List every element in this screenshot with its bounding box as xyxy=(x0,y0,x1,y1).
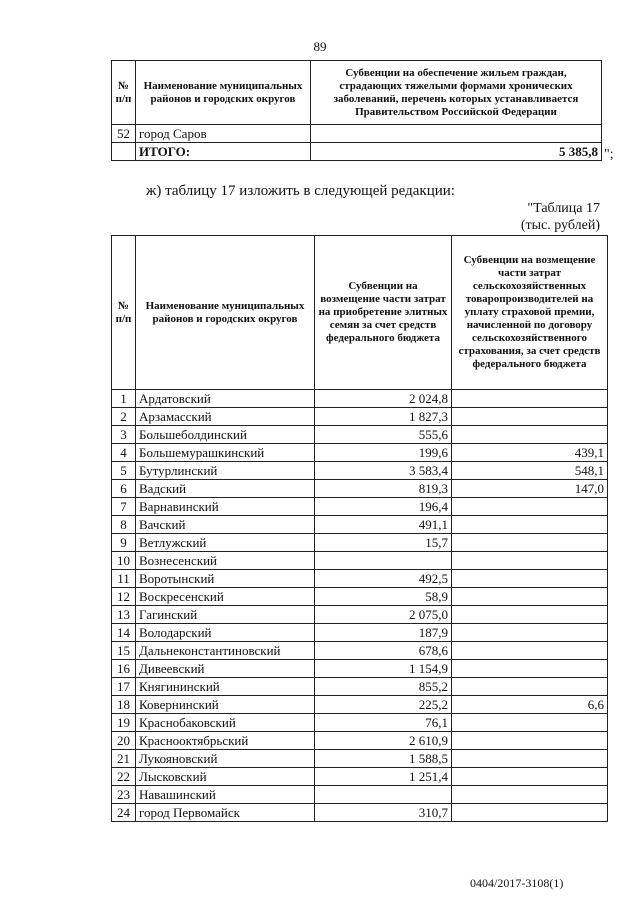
row-name: Лукояновский xyxy=(136,750,315,768)
header-name: Наименование муниципальных районов и городских округов xyxy=(136,236,315,390)
total-empty-cell xyxy=(112,143,136,161)
table-17-unit: (тыс. рублей) xyxy=(520,218,600,233)
row-name: Вадский xyxy=(136,480,315,498)
row-seed-value: 3 583,4 xyxy=(315,462,452,480)
table-row xyxy=(112,534,608,552)
row-name: Арзамасский xyxy=(136,408,315,426)
total-row xyxy=(112,143,602,161)
row-insurance-value xyxy=(452,390,608,408)
row-name: Ковернинский xyxy=(136,696,315,714)
row-insurance-value xyxy=(452,750,608,768)
row-seed-value: 2 024,8 xyxy=(315,390,452,408)
row-num: 3 xyxy=(112,426,136,444)
row-name: город Саров xyxy=(136,125,311,143)
table-row xyxy=(112,786,608,804)
row-name: Ветлужский xyxy=(136,534,315,552)
row-num: 10 xyxy=(112,552,136,570)
table-row xyxy=(112,125,602,143)
row-seed-value: 2 075,0 xyxy=(315,606,452,624)
total-label: ИТОГО: xyxy=(136,143,311,161)
row-seed-value: 310,7 xyxy=(315,804,452,822)
row-name: Краснобаковский xyxy=(136,714,315,732)
table-row xyxy=(112,516,608,534)
row-num: 17 xyxy=(112,678,136,696)
row-name: Вознесенский xyxy=(136,552,315,570)
row-num: 8 xyxy=(112,516,136,534)
row-insurance-value xyxy=(452,570,608,588)
row-num: 5 xyxy=(112,462,136,480)
row-insurance-value: 439,1 xyxy=(452,444,608,462)
row-seed-value: 196,4 xyxy=(315,498,452,516)
row-seed-value: 1 154,9 xyxy=(315,660,452,678)
row-num: 4 xyxy=(112,444,136,462)
row-seed-value: 819,3 xyxy=(315,480,452,498)
page-number: 89 xyxy=(313,39,327,54)
table-17-title: "Таблица 17 xyxy=(527,201,600,216)
row-insurance-value xyxy=(452,606,608,624)
row-seed-value: 15,7 xyxy=(315,534,452,552)
table-row xyxy=(112,768,608,786)
row-seed-value: 491,1 xyxy=(315,516,452,534)
closing-quote-mark: "; xyxy=(604,147,614,162)
row-insurance-value xyxy=(452,768,608,786)
header-num: № п/п xyxy=(112,61,136,125)
row-name: Краснооктябрьский xyxy=(136,732,315,750)
table-row xyxy=(112,624,608,642)
row-name: Княгининский xyxy=(136,678,315,696)
table-row xyxy=(112,732,608,750)
row-insurance-value: 147,0 xyxy=(452,480,608,498)
row-seed-value: 1 588,5 xyxy=(315,750,452,768)
row-insurance-value xyxy=(452,498,608,516)
row-name: Большеболдинский xyxy=(136,426,315,444)
row-insurance-value xyxy=(452,804,608,822)
row-insurance-value: 6,6 xyxy=(452,696,608,714)
table-row xyxy=(112,606,608,624)
row-seed-value: 1 251,4 xyxy=(315,768,452,786)
row-seed-value: 76,1 xyxy=(315,714,452,732)
row-num: 11 xyxy=(112,570,136,588)
row-name: Гагинский xyxy=(136,606,315,624)
row-name: Вачский xyxy=(136,516,315,534)
row-num: 7 xyxy=(112,498,136,516)
row-seed-value: 555,6 xyxy=(315,426,452,444)
row-insurance-value xyxy=(452,408,608,426)
header-housing-subsidy: Субвенции на обеспечение жильем граждан, страдающих тяжелыми формами хронических заболеваний, перечень которых устанавливается Правительством Российской Федерации xyxy=(311,61,602,125)
row-num: 13 xyxy=(112,606,136,624)
row-name: Воскресенский xyxy=(136,588,315,606)
row-name: Дальнеконстантиновский xyxy=(136,642,315,660)
row-num: 20 xyxy=(112,732,136,750)
row-seed-value: 1 827,3 xyxy=(315,408,452,426)
table-row xyxy=(112,570,608,588)
table-row xyxy=(112,426,608,444)
row-num: 18 xyxy=(112,696,136,714)
row-name: Навашинский xyxy=(136,786,315,804)
row-seed-value xyxy=(315,786,452,804)
row-insurance-value xyxy=(452,426,608,444)
row-num: 52 xyxy=(112,125,136,143)
row-num: 24 xyxy=(112,804,136,822)
row-seed-value xyxy=(315,552,452,570)
header-insurance-subsidy: Субвенции на возмещение части затрат сельскохозяйственных товаропроизводителей на уплату страховой премии, начисленной по договору сельскохозяйственного страхования, за счет средств федерального бюджета xyxy=(452,236,608,390)
row-value xyxy=(311,125,602,143)
row-seed-value: 855,2 xyxy=(315,678,452,696)
row-insurance-value xyxy=(452,660,608,678)
row-num: 23 xyxy=(112,786,136,804)
row-seed-value: 225,2 xyxy=(315,696,452,714)
row-num: 16 xyxy=(112,660,136,678)
table-17-header-row xyxy=(112,236,608,390)
table-row xyxy=(112,696,608,714)
table-row xyxy=(112,390,608,408)
table-17-body xyxy=(112,390,608,822)
table-row xyxy=(112,408,608,426)
row-seed-value: 199,6 xyxy=(315,444,452,462)
table-row xyxy=(112,498,608,516)
table-16-header-row xyxy=(112,61,602,125)
row-insurance-value xyxy=(452,642,608,660)
row-insurance-value xyxy=(452,678,608,696)
header-name: Наименование муниципальных районов и городских округов xyxy=(136,61,311,125)
table-row xyxy=(112,462,608,480)
row-name: Володарский xyxy=(136,624,315,642)
row-insurance-value xyxy=(452,786,608,804)
table-row xyxy=(112,678,608,696)
row-num: 22 xyxy=(112,768,136,786)
row-num: 21 xyxy=(112,750,136,768)
row-num: 19 xyxy=(112,714,136,732)
row-insurance-value xyxy=(452,588,608,606)
row-name: Воротынский xyxy=(136,570,315,588)
row-seed-value: 492,5 xyxy=(315,570,452,588)
table-17-caption xyxy=(480,200,600,234)
table-row xyxy=(112,804,608,822)
row-insurance-value xyxy=(452,732,608,750)
document-code: 0404/2017-3108(1) xyxy=(470,876,564,890)
row-seed-value: 2 610,9 xyxy=(315,732,452,750)
row-name: город Первомайск xyxy=(136,804,315,822)
row-num: 2 xyxy=(112,408,136,426)
table-row xyxy=(112,714,608,732)
row-num: 12 xyxy=(112,588,136,606)
row-num: 6 xyxy=(112,480,136,498)
row-name: Большемурашкинский xyxy=(136,444,315,462)
row-insurance-value: 548,1 xyxy=(452,462,608,480)
table-row xyxy=(112,642,608,660)
row-num: 14 xyxy=(112,624,136,642)
row-seed-value: 678,6 xyxy=(315,642,452,660)
row-seed-value: 187,9 xyxy=(315,624,452,642)
row-insurance-value xyxy=(452,714,608,732)
row-num: 15 xyxy=(112,642,136,660)
table-16-continuation xyxy=(111,60,602,161)
table-row xyxy=(112,552,608,570)
row-name: Бутурлинский xyxy=(136,462,315,480)
row-seed-value: 58,9 xyxy=(315,588,452,606)
table-row xyxy=(112,750,608,768)
row-num: 9 xyxy=(112,534,136,552)
row-name: Варнавинский xyxy=(136,498,315,516)
table-row xyxy=(112,444,608,462)
row-insurance-value xyxy=(452,534,608,552)
row-insurance-value xyxy=(452,624,608,642)
table-row xyxy=(112,660,608,678)
row-name: Ардатовский xyxy=(136,390,315,408)
instruction-text: ж) таблицу 17 изложить в следующей редакции: xyxy=(146,183,455,199)
row-num: 1 xyxy=(112,390,136,408)
row-name: Лысковский xyxy=(136,768,315,786)
row-insurance-value xyxy=(452,516,608,534)
table-row xyxy=(112,480,608,498)
header-num: № п/п xyxy=(112,236,136,390)
table-row xyxy=(112,588,608,606)
row-name: Дивеевский xyxy=(136,660,315,678)
table-17 xyxy=(111,235,608,822)
row-insurance-value xyxy=(452,552,608,570)
header-seed-subsidy: Субвенции на возмещение части затрат на приобретение элитных семян за счет средств федерального бюджета xyxy=(315,236,452,390)
total-value: 5 385,8 xyxy=(311,143,602,161)
